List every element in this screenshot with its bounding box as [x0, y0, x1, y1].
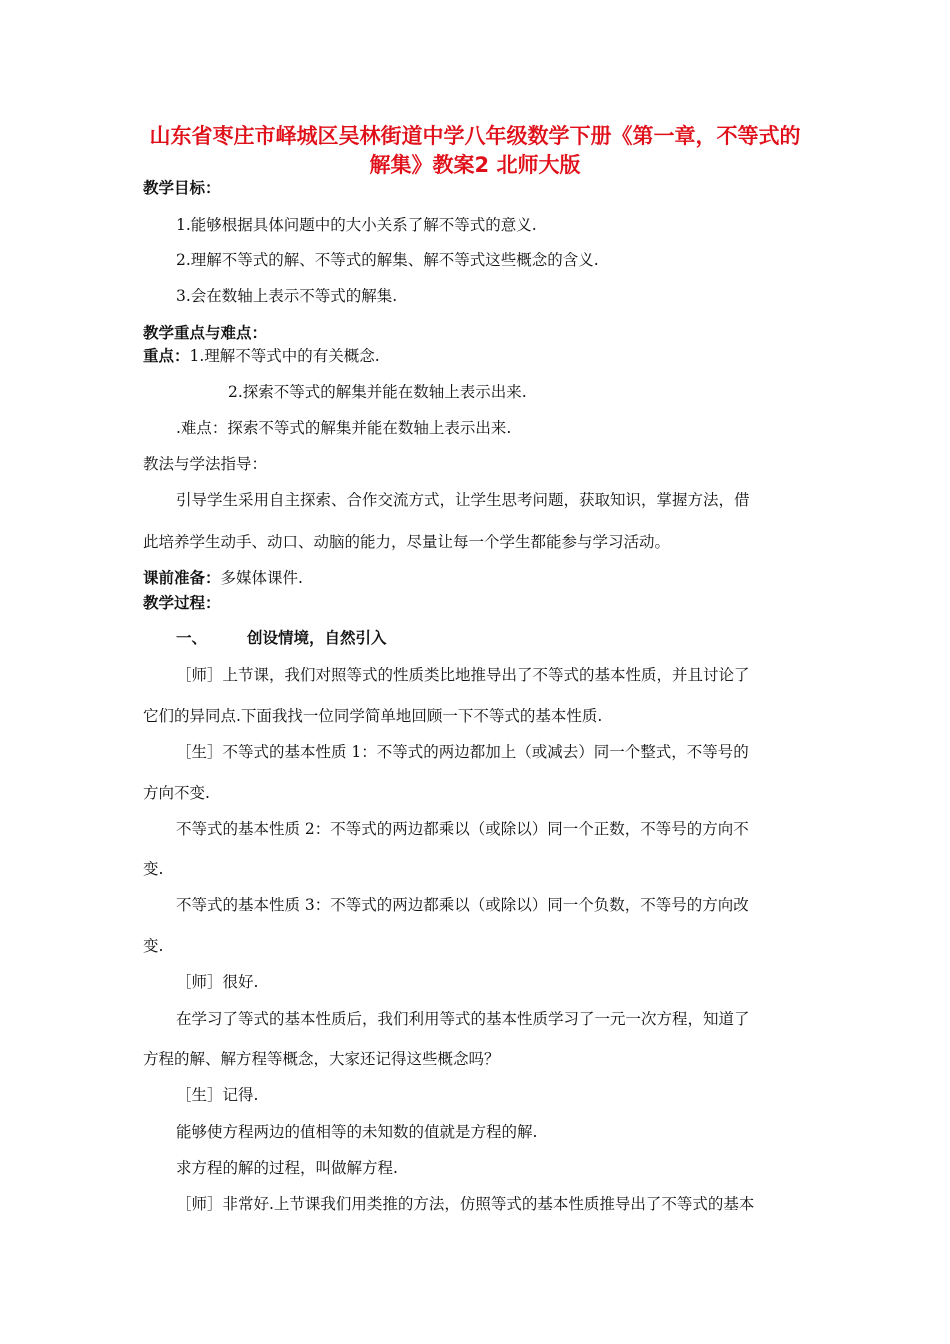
process-line: 在学习了等式的基本性质后，我们利用等式的基本性质学习了一元一次方程，知道了 — [176, 1010, 750, 1028]
process-line: ［生］不等式的基本性质 1：不等式的两边都加上（或减去）同一个整式，不等号的 — [176, 743, 749, 761]
key-points-heading: 教学重点与难点： — [143, 324, 268, 342]
focus-line-1 — [143, 346, 380, 366]
difficulty-line: .难点：探索不等式的解集并能在数轴上表示出来. — [176, 419, 512, 437]
method-heading: 教法与学法指导： — [143, 455, 268, 473]
process-line: 变. — [143, 937, 164, 955]
process-line: 方向不变. — [143, 784, 210, 802]
process-heading: 教学过程： — [143, 594, 221, 612]
prep-line — [143, 568, 303, 588]
prep-text: 多媒体课件. — [220, 569, 303, 587]
focus-label: 重点： — [143, 347, 190, 365]
focus-item-1: 1.理解不等式中的有关概念. — [189, 347, 380, 365]
process-line: 求方程的解的过程，叫做解方程. — [176, 1159, 398, 1177]
objectives-heading: 教学目标： — [143, 179, 221, 197]
objective-item: 2.理解不等式的解、不等式的解集、解不等式这些概念的含义. — [176, 251, 599, 269]
process-line: ［生］记得. — [176, 1086, 259, 1104]
section-title: 创设情境，自然引入 — [247, 629, 387, 647]
process-line: ［师］上节课，我们对照等式的性质类比地推导出了不等式的基本性质，并且讨论了 — [176, 666, 750, 684]
section-heading — [176, 628, 387, 648]
document-title: 山东省枣庄市峄城区吴林街道中学八年级数学下册《第一章，不等式的解集》教案2 北师大版 — [149, 124, 801, 177]
process-line: 不等式的基本性质 2：不等式的两边都乘以（或除以）同一个正数，不等号的方向不 — [176, 820, 749, 838]
prep-label: 课前准备： — [143, 569, 221, 587]
process-line: 它们的异同点.下面我找一位同学简单地回顾一下不等式的基本性质. — [143, 707, 603, 725]
process-line: 能够使方程两边的值相等的未知数的值就是方程的解. — [176, 1123, 538, 1141]
objective-item: 1.能够根据具体问题中的大小关系了解不等式的意义. — [176, 216, 537, 234]
process-line: 不等式的基本性质 3：不等式的两边都乘以（或除以）同一个负数，不等号的方向改 — [176, 896, 749, 914]
process-line: ［师］很好. — [176, 973, 259, 991]
method-paragraph-line: 此培养学生动手、动口、动脑的能力，尽量让每一个学生都能参与学习活动。 — [143, 533, 671, 551]
section-number: 一、 — [176, 629, 208, 647]
focus-item-2: 2.探索不等式的解集并能在数轴上表示出来. — [228, 383, 527, 401]
process-line: 方程的解、解方程等概念，大家还记得这些概念吗？ — [143, 1050, 500, 1068]
objective-item: 3.会在数轴上表示不等式的解集. — [176, 287, 398, 305]
method-paragraph-line: 引导学生采用自主探索、合作交流方式，让学生思考问题，获取知识，掌握方法，借 — [176, 491, 750, 509]
process-line: ［师］非常好.上节课我们用类推的方法，仿照等式的基本性质推导出了不等式的基本 — [176, 1195, 755, 1213]
process-line: 变. — [143, 860, 164, 878]
